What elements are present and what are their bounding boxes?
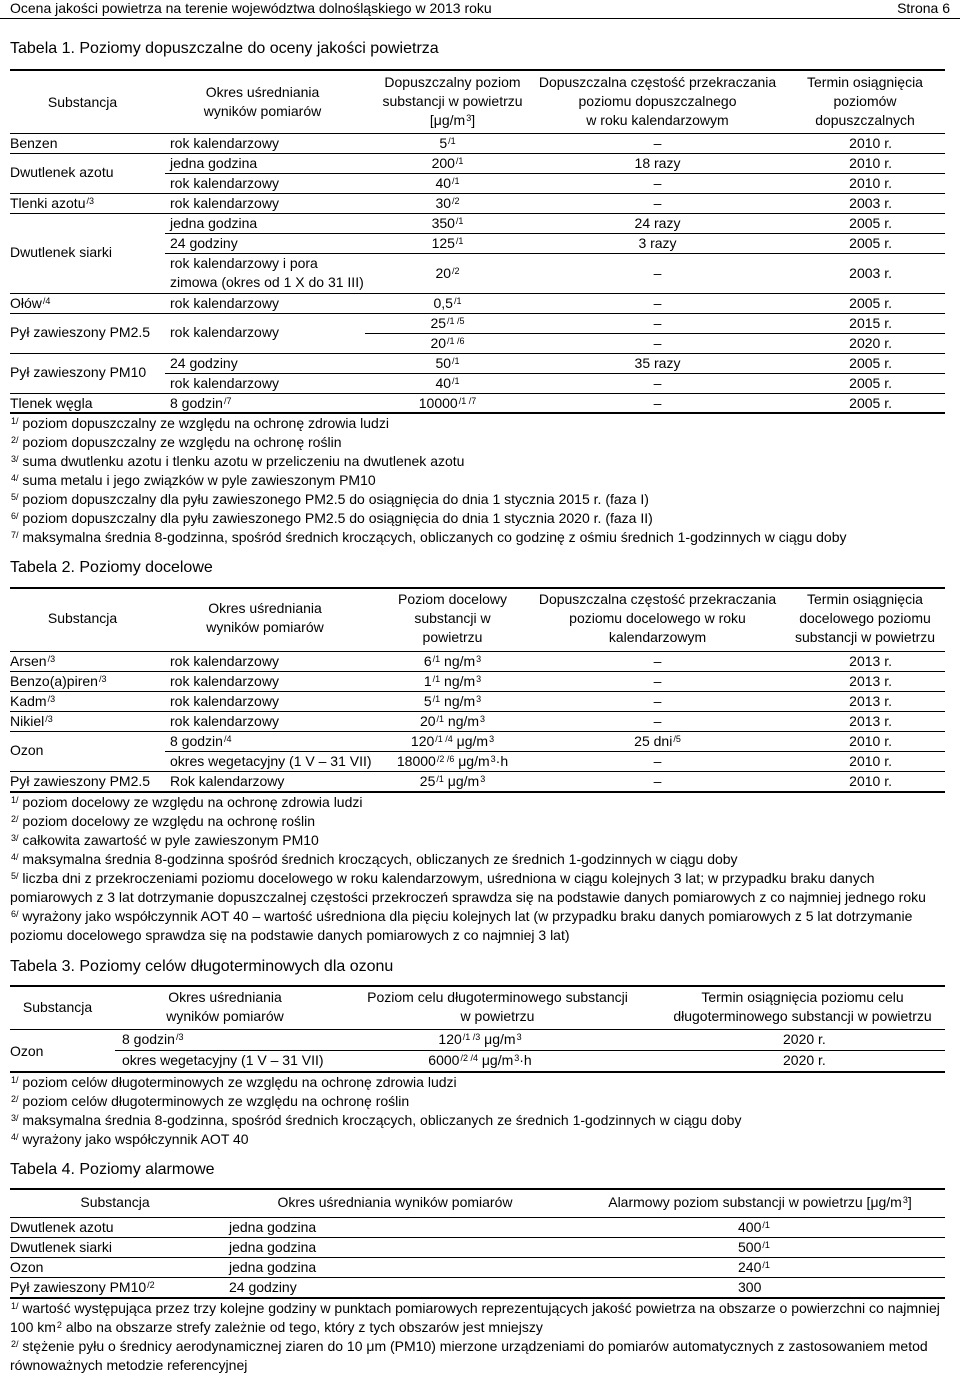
level-cell: $20^{/2}$ xyxy=(435,265,460,281)
frequency-cell: – xyxy=(653,673,662,689)
period-cell: Rok kalendarzowy xyxy=(170,773,285,789)
deadline-cell: 2013 r. xyxy=(849,673,892,689)
footnote: $^{4/}$ wyrażony jako współczynnik AOT 40 xyxy=(11,1131,249,1147)
level-cell: $10000^{/1 /7}$ xyxy=(418,395,477,411)
footnote: $^{5/}$ liczba dni z przekroczeniami poziomu docelowego w roku kalendarzowym, uśredniona w ciągu kolejnych 3 lat; w przypadku braku danych pomiarowych z 3 lat dotrzymanie dopuszczalnej częstości przekroczeń sprawdza się na podstawie danych pomiarowych z co najmniej jednego roku xyxy=(10,870,926,905)
period-cell: jedna godzina xyxy=(229,1219,317,1235)
table3-title: Tabela 3. Poziomy celów długoterminowych dla ozonu xyxy=(10,958,394,975)
substance-cell: Dwutlenek siarki xyxy=(10,244,112,260)
footnote: $^{6/}$ wyrażony jako współczynnik AOT 40 – wartość uśredniona dla pięciu kolejnych lat (w przypadku braku danych pomiarowych z 5 lat dotrzymanie poziomu docelowego sprawdza się na podstawie danych pomiarowych z co najmniej 3 lat) xyxy=(10,908,913,943)
period-cell: 24 godziny xyxy=(170,355,238,371)
deadline-cell: 2020 r. xyxy=(783,1052,826,1068)
frequency-cell: 3 razy xyxy=(638,235,677,251)
level-cell: $6^{/1}$ $ng/m^3$ xyxy=(423,653,482,669)
frequency-cell: – xyxy=(653,395,662,411)
t2-header-level: Poziom docelowy substancji w powietrzu xyxy=(398,591,507,645)
footnote: $^{3/}$ suma dwutlenku azotu i tlenku azotu w przeliczeniu na dwutlenek azotu xyxy=(11,453,465,469)
level-cell: $20^{/1 /6}$ xyxy=(430,335,465,351)
deadline-cell: 2005 r. xyxy=(849,395,892,411)
level-cell: $25^{/1 /5}$ xyxy=(430,315,465,331)
period-cell: 8 godzin$^{/7}$ xyxy=(170,395,232,411)
t3-header-level: Poziom celu długoterminowego substancji w powietrzu xyxy=(367,989,628,1024)
t2-header-period: Okres uśredniania wyników pomiarów xyxy=(206,600,324,635)
level-cell: $40^{/1}$ xyxy=(435,375,460,391)
deadline-cell: 2020 r. xyxy=(783,1031,826,1047)
deadline-cell: 2005 r. xyxy=(849,215,892,231)
frequency-cell: – xyxy=(653,195,662,211)
period-cell: rok kalendarzowy xyxy=(170,713,279,729)
period-cell: 24 godziny xyxy=(229,1279,297,1295)
footnote: $^{1/}$ poziom docelowy ze względu na ochronę zdrowia ludzi xyxy=(11,794,363,810)
frequency-cell: – xyxy=(653,175,662,191)
t3-header-substance: Substancja xyxy=(22,999,93,1015)
period-cell: jedna godzina xyxy=(170,155,258,171)
t4-header-substance: Substancja xyxy=(80,1194,150,1210)
substance-cell: Ołów$^{/4}$ xyxy=(10,295,51,311)
substance-cell: Pył zawieszony $PM10^{/2}$ xyxy=(10,1279,155,1295)
header-title: Ocena jakości powietrza na terenie województwa dolnośląskiego w 2013 roku xyxy=(10,0,492,16)
deadline-cell: 2010 r. xyxy=(849,753,892,769)
period-cell: rok kalendarzowy xyxy=(170,295,279,311)
deadline-cell: 2020 r. xyxy=(849,335,892,351)
frequency-cell: – xyxy=(653,265,662,281)
period-cell: rok kalendarzowy xyxy=(170,673,279,689)
frequency-cell: – xyxy=(653,753,662,769)
substance-cell: Pył zawieszony PM10 xyxy=(10,364,147,380)
period-cell: rok kalendarzowy xyxy=(170,324,279,340)
footnote: $^{2/}$ poziom celów długoterminowych ze względu na ochronę roślin xyxy=(11,1093,410,1109)
frequency-cell: 18 razy xyxy=(634,155,681,171)
level-cell: $120^{/1 /4}$ $\mu g/m^3$ xyxy=(410,733,495,749)
footnote: $^{4/}$ maksymalna średnia 8-godzinna spośród średnich kroczących, obliczanych ze średnich 1-godzinnych w ciągu doby xyxy=(11,851,738,867)
deadline-cell: 2010 r. xyxy=(849,155,892,171)
footnote: $^{4/}$ suma metalu i jego związków w pyle zawieszonym PM10 xyxy=(11,472,376,488)
substance-cell: Tlenek węgla xyxy=(10,395,93,411)
deadline-cell: 2005 r. xyxy=(849,355,892,371)
frequency-cell: – xyxy=(653,653,662,669)
period-cell: rok kalendarzowy xyxy=(170,175,279,191)
period-cell: jedna godzina xyxy=(229,1239,317,1255)
period-cell: jedna godzina xyxy=(229,1259,317,1275)
level-cell: $6000^{/2 /4}$ $\mu g/m^3\cdot h$ xyxy=(428,1052,532,1068)
substance-cell: Dwutlenek azotu xyxy=(10,1219,114,1235)
substance-cell: Ozon xyxy=(10,742,44,758)
footnote: $^{7/}$ maksymalna średnia 8-godzinna, spośród średnich kroczących, obliczanych co godzinę z ośmiu średnich 1-godzinnych w ciągu doby xyxy=(11,529,847,545)
table2-title: Tabela 2. Poziomy docelowe xyxy=(10,559,213,576)
level-cell: 300 xyxy=(738,1279,762,1295)
footnote: $^{1/}$ poziom celów długoterminowych ze względu na ochronę zdrowia ludzi xyxy=(11,1074,457,1090)
t2-header-deadline: Termin osiągnięcia docelowego poziomu substancji w powietrzu xyxy=(794,591,936,645)
table1-title: Tabela 1. Poziomy dopuszczalne do oceny jakości powietrza xyxy=(10,40,439,57)
level-cell: $5^{/1}$ $ng/m^3$ xyxy=(423,693,482,709)
deadline-cell: 2005 r. xyxy=(849,235,892,251)
frequency-cell: 35 razy xyxy=(634,355,681,371)
period-cell: 24 godziny xyxy=(170,235,238,251)
footnote: $^{1/}$ wartość występująca przez trzy kolejne godziny w punktach pomiarowych reprezentujących jakość powietrza na obszarze o powierzchni co najmniej 100 $km^2$ albo na obszarze strefy zależnie od tego, który z tych obszarów jest mniejszy xyxy=(10,1300,940,1335)
substance-cell: Ozon xyxy=(10,1043,44,1059)
substance-cell: Arsen$^{/3}$ xyxy=(10,653,56,669)
frequency-cell: – xyxy=(653,335,662,351)
frequency-cell: – xyxy=(653,693,662,709)
level-cell: $120^{/1 /3}$ $\mu g/m^3$ xyxy=(438,1031,522,1047)
substance-cell: Pył zawieszony PM2.5 xyxy=(10,324,151,340)
level-cell: $25^{/1}$ $\mu g/m^3$ xyxy=(419,773,486,789)
footnote: $^{2/}$ stężenie pyłu o średnicy aerodynamicznej ziaren do 10 μm (PM10) mierzone urządzeniami do pomiarów automatycznych z zastosowaniem metod równoważnych metodzie referencyjnej xyxy=(10,1338,928,1373)
footnote: $^{1/}$ poziom dopuszczalny ze względu na ochronę zdrowia ludzi xyxy=(11,415,389,431)
t1-header-deadline: Termin osiągnięcia poziomów dopuszczalnych xyxy=(807,74,923,128)
t1-header-frequency: Dopuszczalna częstość przekraczania poziomu dopuszczalnego w roku kalendarzowym xyxy=(538,74,777,128)
period-cell: 8 godzin$^{/3}$ xyxy=(122,1031,184,1047)
substance-cell: Dwutlenek siarki xyxy=(10,1239,112,1255)
level-cell: $0,5^{/1}$ xyxy=(433,295,462,311)
period-cell: okres wegetacyjny (1 V – 31 VII) xyxy=(122,1052,324,1068)
level-cell: $30^{/2}$ xyxy=(435,195,460,211)
period-cell: rok kalendarzowy xyxy=(170,375,279,391)
deadline-cell: 2005 r. xyxy=(849,375,892,391)
frequency-cell: 25 dni$^{/5}$ xyxy=(634,733,681,749)
deadline-cell: 2003 r. xyxy=(849,195,892,211)
footnote: $^{6/}$ poziom dopuszczalny dla pyłu zawieszonego PM2.5 do osiągnięcia do dnia 1 stycznia 2020 r. (faza II) xyxy=(11,510,653,526)
t1-header-level: Dopuszczalny poziom substancji w powietrzu $[\mu g/m^3]$ xyxy=(382,74,523,128)
frequency-cell: 24 razy xyxy=(634,215,681,231)
t2-header-frequency: Dopuszczalna częstość przekraczania poziomu docelowego w roku kalendarzowym xyxy=(538,591,777,645)
deadline-cell: 2013 r. xyxy=(849,653,892,669)
level-cell: $125^{/1}$ xyxy=(431,235,464,251)
deadline-cell: 2010 r. xyxy=(849,773,892,789)
deadline-cell: 2005 r. xyxy=(849,295,892,311)
frequency-cell: – xyxy=(653,375,662,391)
deadline-cell: 2010 r. xyxy=(849,733,892,749)
substance-cell: Ozon xyxy=(10,1259,44,1275)
substance-cell: Tlenki azotu$^{/3}$ xyxy=(10,195,94,211)
level-cell: $350^{/1}$ xyxy=(431,215,464,231)
substance-cell: Dwutlenek azotu xyxy=(10,164,114,180)
period-cell: rok kalendarzowy i pora xyxy=(170,255,318,271)
footnote: $^{3/}$ całkowita zawartość w pyle zawieszonym PM10 xyxy=(11,832,319,848)
deadline-cell: 2010 r. xyxy=(849,135,892,151)
level-cell: $50^{/1}$ xyxy=(435,355,460,371)
frequency-cell: – xyxy=(653,315,662,331)
level-cell: $40^{/1}$ xyxy=(435,175,460,191)
period-cell: rok kalendarzowy xyxy=(170,693,279,709)
footnote: $^{2/}$ poziom docelowy ze względu na ochronę roślin xyxy=(11,813,316,829)
substance-cell: Benzen xyxy=(10,135,58,151)
deadline-cell: 2013 r. xyxy=(849,713,892,729)
period-cell: rok kalendarzowy xyxy=(170,653,279,669)
t4-header-period: Okres uśredniania wyników pomiarów xyxy=(277,1194,513,1210)
level-cell: $18000^{/2 /6}$ $\mu g/m^3\cdot h$ xyxy=(396,753,509,769)
substance-cell: Benzo(a)piren$^{/3}$ xyxy=(10,673,107,689)
t3-header-period: Okres uśredniania wyników pomiarów xyxy=(166,989,284,1024)
deadline-cell: 2013 r. xyxy=(849,693,892,709)
level-cell: $400^{/1}$ xyxy=(738,1219,770,1235)
frequency-cell: – xyxy=(653,713,662,729)
level-cell: $200^{/1}$ xyxy=(431,155,464,171)
level-cell: $1^{/1}$ $ng/m^3$ xyxy=(423,673,482,689)
page-header xyxy=(0,0,960,19)
page-number: Strona 6 xyxy=(897,0,950,16)
level-cell: $240^{/1}$ xyxy=(738,1259,770,1275)
footnote: $^{5/}$ poziom dopuszczalny dla pyłu zawieszonego PM2.5 do osiągnięcia do dnia 1 stycznia 2015 r. (faza I) xyxy=(11,491,649,507)
substance-cell: Pył zawieszony PM2.5 xyxy=(10,773,151,789)
period-cell: jedna godzina xyxy=(170,215,258,231)
frequency-cell: – xyxy=(653,135,662,151)
period-cell: zimowa (okres od 1 X do 31 III) xyxy=(170,274,364,290)
footnote: $^{3/}$ maksymalna średnia 8-godzinna, spośród średnich kroczących, obliczanych ze średnich 1-godzinnych w ciągu doby xyxy=(11,1112,742,1128)
level-cell: $20^{/1}$ $ng/m^3$ xyxy=(419,713,486,729)
frequency-cell: – xyxy=(653,773,662,789)
level-cell: $5^{/1}$ xyxy=(439,135,456,151)
period-cell: 8 godzin$^{/4}$ xyxy=(170,733,232,749)
table4-title: Tabela 4. Poziomy alarmowe xyxy=(10,1161,215,1178)
t3-header-deadline: Termin osiągnięcia poziomu celu długoterminowego substancji w powietrzu xyxy=(673,989,932,1024)
period-cell: okres wegetacyjny (1 V – 31 VII) xyxy=(170,753,372,769)
deadline-cell: 2015 r. xyxy=(849,315,892,331)
level-cell: $500^{/1}$ xyxy=(738,1239,770,1255)
substance-cell: Nikiel$^{/3}$ xyxy=(10,713,53,729)
period-cell: rok kalendarzowy xyxy=(170,195,279,211)
frequency-cell: – xyxy=(653,295,662,311)
substance-cell: Kadm$^{/3}$ xyxy=(10,693,56,709)
t1-header-substance: Substancja xyxy=(47,94,118,110)
deadline-cell: 2003 r. xyxy=(849,265,892,281)
footnote: $^{2/}$ poziom dopuszczalny ze względu na ochronę roślin xyxy=(11,434,342,450)
t1-header-period: Okres uśredniania wyników pomiarów xyxy=(203,84,322,119)
t4-header-level: Alarmowy poziom substancji w powietrzu $[\mu g/m^3]$ xyxy=(608,1194,912,1210)
t2-header-substance: Substancja xyxy=(47,610,118,626)
period-cell: rok kalendarzowy xyxy=(170,135,279,151)
deadline-cell: 2010 r. xyxy=(849,175,892,191)
